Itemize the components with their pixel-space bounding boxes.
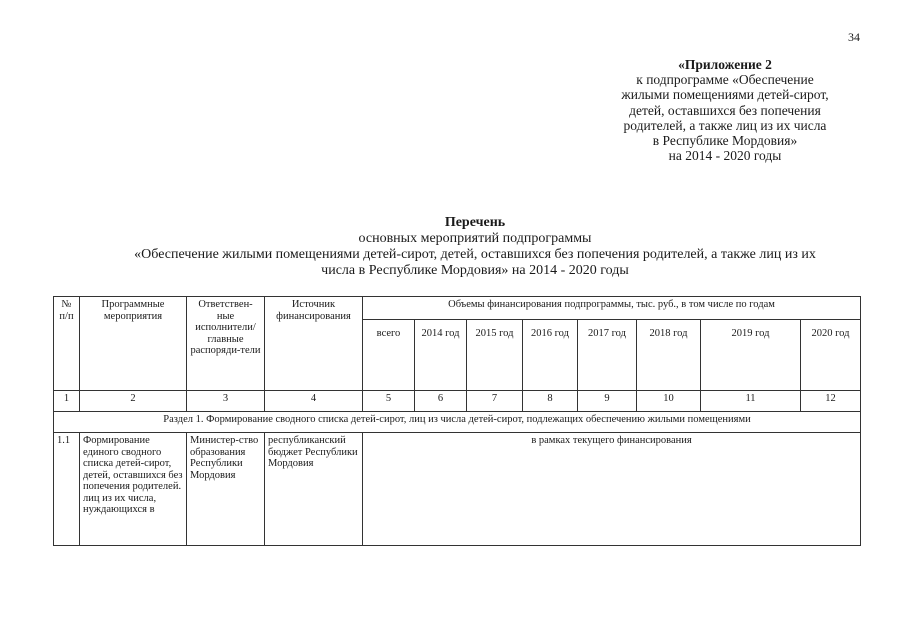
row-measure: Формирование единого сводного списка детей-сирот, детей, оставшихся без попечения родителей. лиц из их числа, нуждающихся в — [80, 433, 187, 546]
appendix-title: «Приложение 2 — [678, 57, 772, 72]
header-year: 2020 год — [801, 320, 861, 391]
measures-table — [53, 296, 861, 546]
row-executor: Министер-ство образования Республики Мордовия — [187, 433, 265, 546]
header-measures: Программные мероприятия — [80, 297, 187, 391]
column-number: 5 — [363, 391, 415, 412]
header-year: 2014 год — [415, 320, 467, 391]
heading-line: основных мероприятий подпрограммы — [358, 231, 592, 246]
heading-title: Перечень — [444, 215, 506, 230]
header-source: Источник финансирования — [265, 297, 363, 391]
appendix-note — [600, 57, 850, 163]
document-heading — [60, 215, 890, 279]
header-year: 2018 год — [637, 320, 701, 391]
header-year: 2016 год — [523, 320, 578, 391]
heading-line: «Обеспечение жилыми помещениями детей-сирот, детей, оставшихся без попечения родителей, а также лиц из их — [134, 247, 816, 262]
appendix-line: в Республике Мордовия» — [652, 133, 798, 149]
table-row — [54, 433, 861, 546]
column-number: 12 — [801, 391, 861, 412]
row-num: 1.1 — [54, 433, 80, 546]
heading-line: числа в Республике Мордовия» на 2014 - 2020 годы — [321, 263, 629, 278]
column-number: 6 — [415, 391, 467, 412]
header-funding-group: Объемы финансирования подпрограммы, тыс. руб., в том числе по годам — [363, 297, 861, 320]
appendix-line: на 2014 - 2020 годы — [668, 148, 782, 164]
column-number: 9 — [578, 391, 637, 412]
column-number: 1 — [54, 391, 80, 412]
header-year: 2015 год — [467, 320, 523, 391]
column-number: 7 — [467, 391, 523, 412]
column-number: 4 — [265, 391, 363, 412]
header-executors: Ответствен-ные исполнители/ главные распоряди-тели — [187, 297, 265, 391]
row-source: республиканский бюджет Республики Мордовия — [265, 433, 363, 546]
header-num: № п/п — [54, 297, 80, 391]
header-year: 2019 год — [701, 320, 801, 391]
column-number: 3 — [187, 391, 265, 412]
header-total: всего — [363, 320, 415, 391]
appendix-line: родителей, а также лиц из их числа — [623, 117, 827, 133]
header-year: 2017 год — [578, 320, 637, 391]
column-number: 2 — [80, 391, 187, 412]
column-number: 8 — [523, 391, 578, 412]
page-number: 34 — [848, 30, 860, 44]
column-number: 10 — [637, 391, 701, 412]
column-number: 11 — [701, 391, 801, 412]
appendix-line: к подпрограмме «Обеспечение — [636, 72, 814, 88]
appendix-line: детей, оставшихся без попечения — [629, 102, 821, 118]
section-title: Раздел 1. Формирование сводного списка детей-сирот, лиц из числа детей-сирот, подлежащих обеспечению жилыми помещениями — [54, 412, 861, 433]
appendix-line: жилыми помещениями детей-сирот, — [621, 87, 829, 103]
row-funding: в рамках текущего финансирования — [363, 433, 861, 546]
